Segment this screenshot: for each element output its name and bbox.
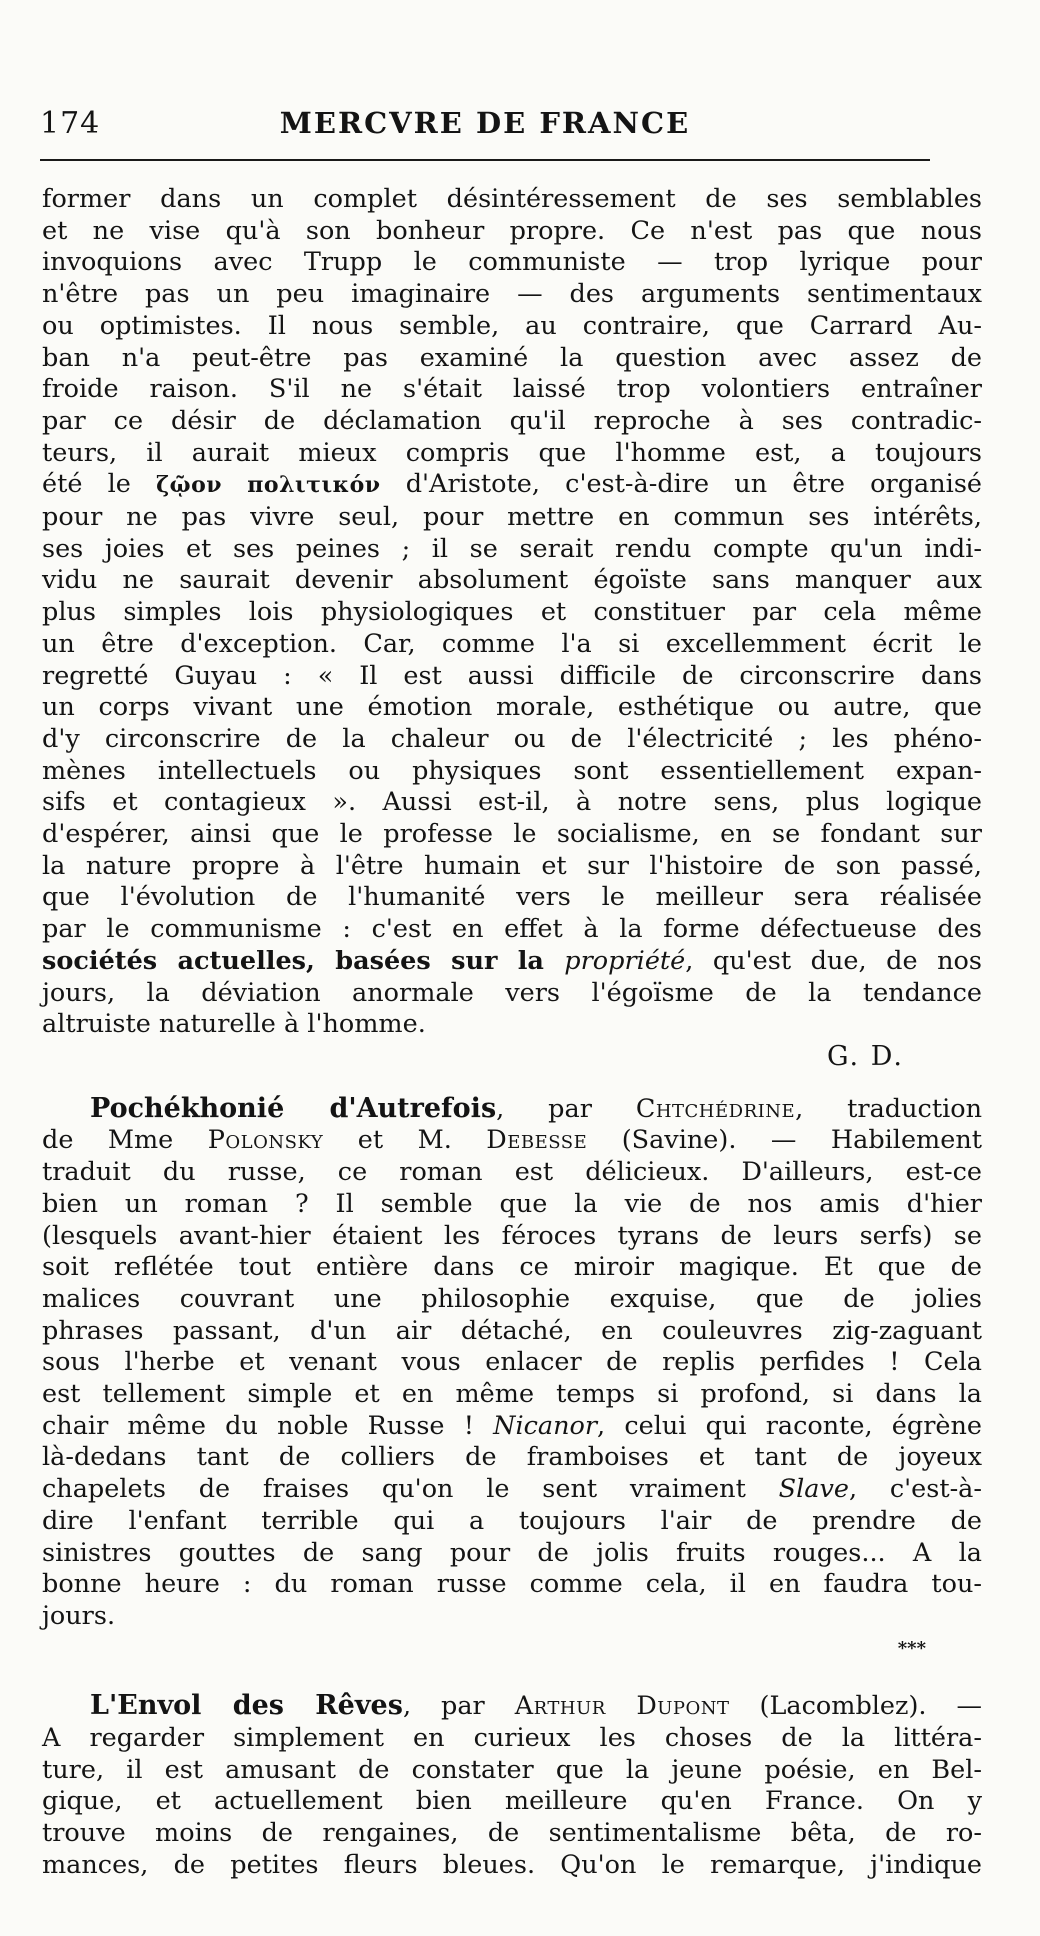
text-line [42,1474,982,1506]
text-run: , par [402,1691,515,1722]
translator-name: Debesse [486,1125,588,1156]
text-line: sous l'herbe et venant vous enlacer de replis perfides ! Cela [42,1347,982,1378]
text-line: A regarder simplement en curieux les choses de la littéra- [42,1723,982,1754]
text-run: d'Aristote, c'est-à-dire un être organisé [380,469,982,500]
text-line: par le communisme : c'est en effet à la forme défectueuse des [42,914,982,945]
text-run: , celui qui raconte, égrène [597,1410,982,1441]
review-heading-line [42,1690,982,1723]
body-text [42,184,982,1882]
text-line: sinistres gouttes de sang pour de jolis fruits rouges... A la [42,1537,982,1568]
text-line [42,469,982,502]
text-run: , c'est-à- [848,1474,982,1505]
text-line: mances, de petites fleurs bleues. Qu'on le remarque, j'indique [42,1849,982,1880]
italic-term: propriété [564,945,686,976]
text-line: froide raison. S'il ne s'était laissé trop volontiers entraîner [42,374,982,405]
page-number: 174 [40,106,101,141]
text-run: et M. [323,1125,487,1156]
author-name: Chtchédrine [635,1093,796,1124]
text-line: dire l'enfant terrible qui a toujours l'air de prendre de [42,1505,982,1536]
text-line: vidu ne saurait devenir absolument égoïste sans manquer aux [42,565,982,596]
text-line [42,946,982,978]
review-envol-des-reves [42,1690,982,1881]
review-continuation [42,184,982,1073]
book-title: L'Envol des Rêves [90,1690,403,1722]
running-header [40,106,930,152]
text-line: ban n'a peut-être pas examiné la question avec assez de [42,342,982,373]
signature: G. D. [826,1040,904,1072]
text-line: former dans un complet désintéressement de ses semblables [42,184,982,214]
text-line: jours, la déviation anormale vers l'égoïsme de la tendance [42,977,982,1008]
text-line: d'y circonscrire de la chaleur ou de l'électricité ; les phéno- [42,723,982,754]
text-run: sociétés actuelles, basées sur la [42,945,565,976]
text-line: est tellement simple et en même temps si profond, si dans la [42,1379,982,1410]
italic-term: Nicanor [493,1410,598,1441]
text-line: phrases passant, d'un air détaché, en couleuvres zig-zaguant [42,1315,982,1346]
text-line: traduit du russe, ce roman est délicieux. D'ailleurs, est-ce [42,1157,982,1188]
text-line: là-dedans tant de colliers de framboises et tant de joyeux [42,1442,982,1473]
greek-phrase: ζῷον πολιτικόν [156,472,381,499]
text-line: soit reflétée tout entière dans ce miroir magique. Et que de [42,1252,982,1283]
text-line: d'espérer, ainsi que le professe le socialisme, en se fondant sur [42,819,982,850]
text-line: trouve moins de rengaines, de sentimentalisme bêta, de ro- [42,1818,982,1849]
text-run: , qu'est due, de nos [685,945,982,976]
text-run: , par [496,1093,636,1124]
text-line: un être d'exception. Car, comme l'a si excellemment écrit le [42,628,982,659]
journal-title: MERCVRE DE FRANCE [279,106,691,140]
text-line [42,1411,982,1443]
text-line: sifs et contagieux ». Aussi est-il, à notre sens, plus logique [42,787,982,818]
text-line: la nature propre à l'être humain et sur l'histoire de son passé, [42,850,982,881]
text-line: teurs, il aurait mieux compris que l'homme est, a toujours [42,437,982,468]
text-line: par ce désir de déclamation qu'il reproche à ses contradic- [42,405,982,436]
text-line: ses joies et ses peines ; il se serait rendu compte qu'un indi- [42,533,982,564]
section-spacer [42,1073,982,1093]
author-name: Arthur Dupont [514,1691,730,1722]
text-run: , traduction [795,1093,982,1124]
text-line: malices couvrant une philosophie exquise, que de jolies [42,1283,982,1314]
text-line: jours. [42,1600,116,1631]
text-run: chair même du noble Russe ! [42,1410,494,1441]
book-title: Pochékhonié d'Autrefois [90,1092,497,1124]
translator-name: Polonsky [207,1125,324,1156]
text-line: pour ne pas vivre seul, pour mettre en commun ses intérêts, [42,502,982,533]
text-run: été le [42,469,157,500]
text-line: et ne vise qu'à son bonheur propre. Ce n'est pas que nous [42,215,982,246]
text-run: (Savine). — Habilement [587,1125,982,1156]
section-spacer [42,1664,982,1690]
text-line: regretté Guyau : « Il est aussi difficile de circonscrire dans [42,660,982,691]
text-line: altruiste naturelle à l'homme. [42,1009,426,1040]
text-line: n'être pas un peu imaginaire — des arguments sentimentaux [42,279,982,310]
text-line: que l'évolution de l'humanité vers le meilleur sera réalisée [42,882,982,913]
text-line: gique, et actuellement bien meilleure qu'en France. On y [42,1786,982,1817]
italic-term: Slave [778,1474,849,1505]
text-line: bonne heure : du roman russe comme cela, il en faudra tou- [42,1569,982,1600]
text-run: (Lacomblez). — [729,1691,983,1722]
text-line: plus simples lois physiologiques et constituer par cela même [42,597,982,628]
text-line: (lesquels avant-hier étaient les féroces tyrans de leurs serfs) se [42,1220,982,1251]
header-rule [40,159,930,161]
text-line: mènes intellectuels ou physiques sont essentiellement expan- [42,755,982,786]
review-pochekhonie [42,1093,982,1665]
text-line: un corps vivant une émotion morale, esthétique ou autre, que [42,692,982,723]
text-line: ou optimistes. Il nous semble, au contraire, que Carrard Au- [42,310,982,341]
review-heading-line [42,1093,982,1126]
text-run: chapelets de fraises qu'on le sent vraiment [42,1474,779,1505]
text-line: invoquions avec Trupp le communiste — trop lyrique pour [42,247,982,278]
text-run: de Mme [42,1125,208,1156]
asterism-separator: *** [897,1637,926,1659]
text-line [42,1125,982,1157]
text-line: ture, il est amusant de constater que la jeune poésie, en Bel- [42,1754,982,1785]
text-line: bien un roman ? Il semble que la vie de nos amis d'hier [42,1188,982,1219]
